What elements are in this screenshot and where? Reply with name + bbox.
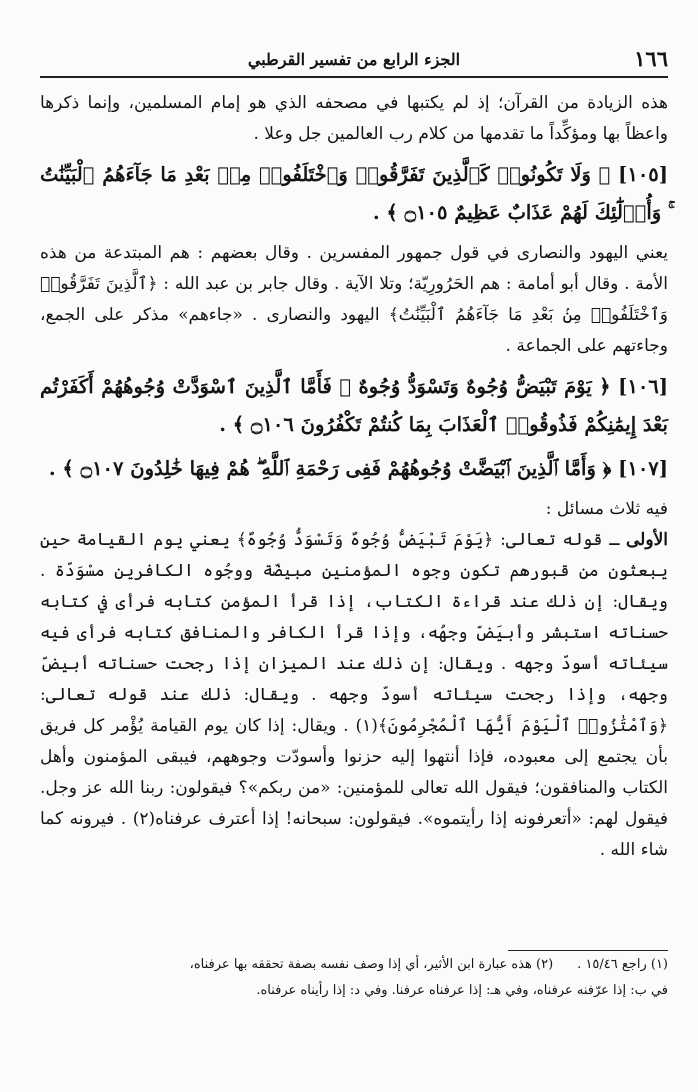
verse-106-number: [١٠٦] <box>618 375 668 398</box>
first-issue-paragraph <box>40 525 668 866</box>
verse-107-text: ﴿ وَأَمَّا ٱلَّذِينَ ٱبْيَضَّتْ وُجُوهُهُمْ فَفِى رَحْمَةِ ٱللَّهِ ۖ هُمْ فِيهَا خَٰلِدُونَ ۝١٠٧ ﴾ . <box>48 457 612 480</box>
footnote-2: (٢) هذه عبارة ابن الأثير، أي إذا وصف نفسه بصفة تحققه بها عرفناه، <box>189 957 554 972</box>
footnote-divider <box>508 950 668 951</box>
verse-107 <box>40 450 668 488</box>
page-header <box>40 44 668 78</box>
page-number: ١٦٦ <box>634 46 668 71</box>
footnote-1: (١) راجع ١٥/٤٦ . <box>577 957 668 972</box>
footnote-line-2: في ب: إذا عرّفنه عرفناه، وفي هـ: إذا عرفناه عرفنا. وفي د: إذا رأيناه عرفناه. <box>256 983 668 998</box>
first-issue-text: ـ قوله تعالى: ﴿يَوْمَ تَبْيَضُّ وُجُوهٌ وَتَسْوَدُّ وُجُوهٌ﴾ يعني يوم القيامة حين يبعثون من قبورهم تكون وجوه المؤمنين مبيضّة ووجُوه الكافرين مسْوَدّة . ويقال: إن ذلك عند قراءة الكتاب، إذا قرأ المؤمن كتابه فرأى في كتابه حسناته استبشر وأبيَضّ وجهُه، وإذا قرأ الكافر والمنافق كتابه فرأى فيه سيئاته أسودّ وجهه . ويقال: إن ذلك عند الميزان إذا رجحت حسناته أبيضّ وجهه، وإذا رجحت سيئاته أسودّ وجهه . ويقال: ذلك عند قوله تعالى: ﴿وَٱمْتَٰزُوا۟ ٱلْيَوْمَ أَيُّهَا ٱلْمُجْرِمُونَ﴾(١) . ويقال: إذا كان يوم القيامة يُؤْمر كل فريق بأن يجتمع إلى معبوده، فإذا أنتهوا إليه حزنوا وأسودّت وجوههم، فيبقى المؤمنون وأهل الكتاب والمنافقون؛ فيقول الله تعالى للمؤمنين: «من ربكم»؟ فيقولون: ربنا الله عز وجل. فيقول لهم: «أتعرفونه إذا رأيتموه». فيقولون: سبحانه! إذا أعترف عرفناه(٢) . فيرونه كما شاء الله . <box>40 530 668 860</box>
verse-106-text: ﴿ يَوْمَ تَبْيَضُّ وُجُوهٌ وَتَسْوَدُّ وُجُوهٌ ۚ فَأَمَّا ٱلَّذِينَ ٱسْوَدَّتْ وُجُوهُهُمْ أَكَفَرْتُم بَعْدَ إِيمَٰنِكُمْ فَذُوقُوا۟ ٱلْعَذَابَ بِمَا كُنتُمْ تَكْفُرُونَ ۝١٠٦ ﴾ . <box>40 375 668 436</box>
running-title: الجزء الرابع من تفسير القرطبي <box>247 50 461 69</box>
verse-105-text: ﴿ وَلَا تَكُونُوا۟ كَٱلَّذِينَ تَفَرَّقُوا۟ وَٱخْتَلَفُوا۟ مِنۢ بَعْدِ مَا جَآءَهُمُ ٱلْبَيِّنَٰتُ ۚ وَأُو۟لَٰٓئِكَ لَهُمْ عَذَابٌ عَظِيمٌ ۝١٠٥ ﴾ . <box>40 163 668 224</box>
issues-intro: فيه ثلاث مسائل : <box>545 499 668 519</box>
page-body <box>40 88 668 866</box>
verse-106 <box>40 368 668 444</box>
commentary-105: يعني اليهود والنصارى في قول جمهور المفسرين . وقال بعضهم : هم المبتدعة من هذه الأمة . وقال أبو أمامة : هم الحَرُورِيّة؛ وتلا الآية . وقال جابر بن عبد الله : ﴿ٱلَّذِينَ تَفَرَّقُوا۟ وَٱخْتَلَفُوا۟ مِنۢ بَعْدِ مَا جَآءَهُمُ ٱلْبَيِّنَٰتُ﴾ اليهود والنصارى . «جاءهم» مذكر على الجمع، وجاءتهم على الجماعة . <box>40 243 668 356</box>
verse-105-number: [١٠٥] <box>618 163 668 186</box>
footnotes <box>40 950 668 1003</box>
verse-105 <box>40 156 668 232</box>
verse-107-number: [١٠٧] <box>618 457 668 480</box>
intro-paragraph: هذه الزيادة من القرآن؛ إذ لم يكتبها في مصحفه الذي هو إمام المسلمين، وإنما ذكرها واعظاً بها ومؤكِّداً ما تقدمها من كلام رب العالمين جل وعلا . <box>40 93 668 144</box>
footnote-line-1 <box>40 953 668 977</box>
first-issue-heading: الأولى <box>626 530 668 550</box>
